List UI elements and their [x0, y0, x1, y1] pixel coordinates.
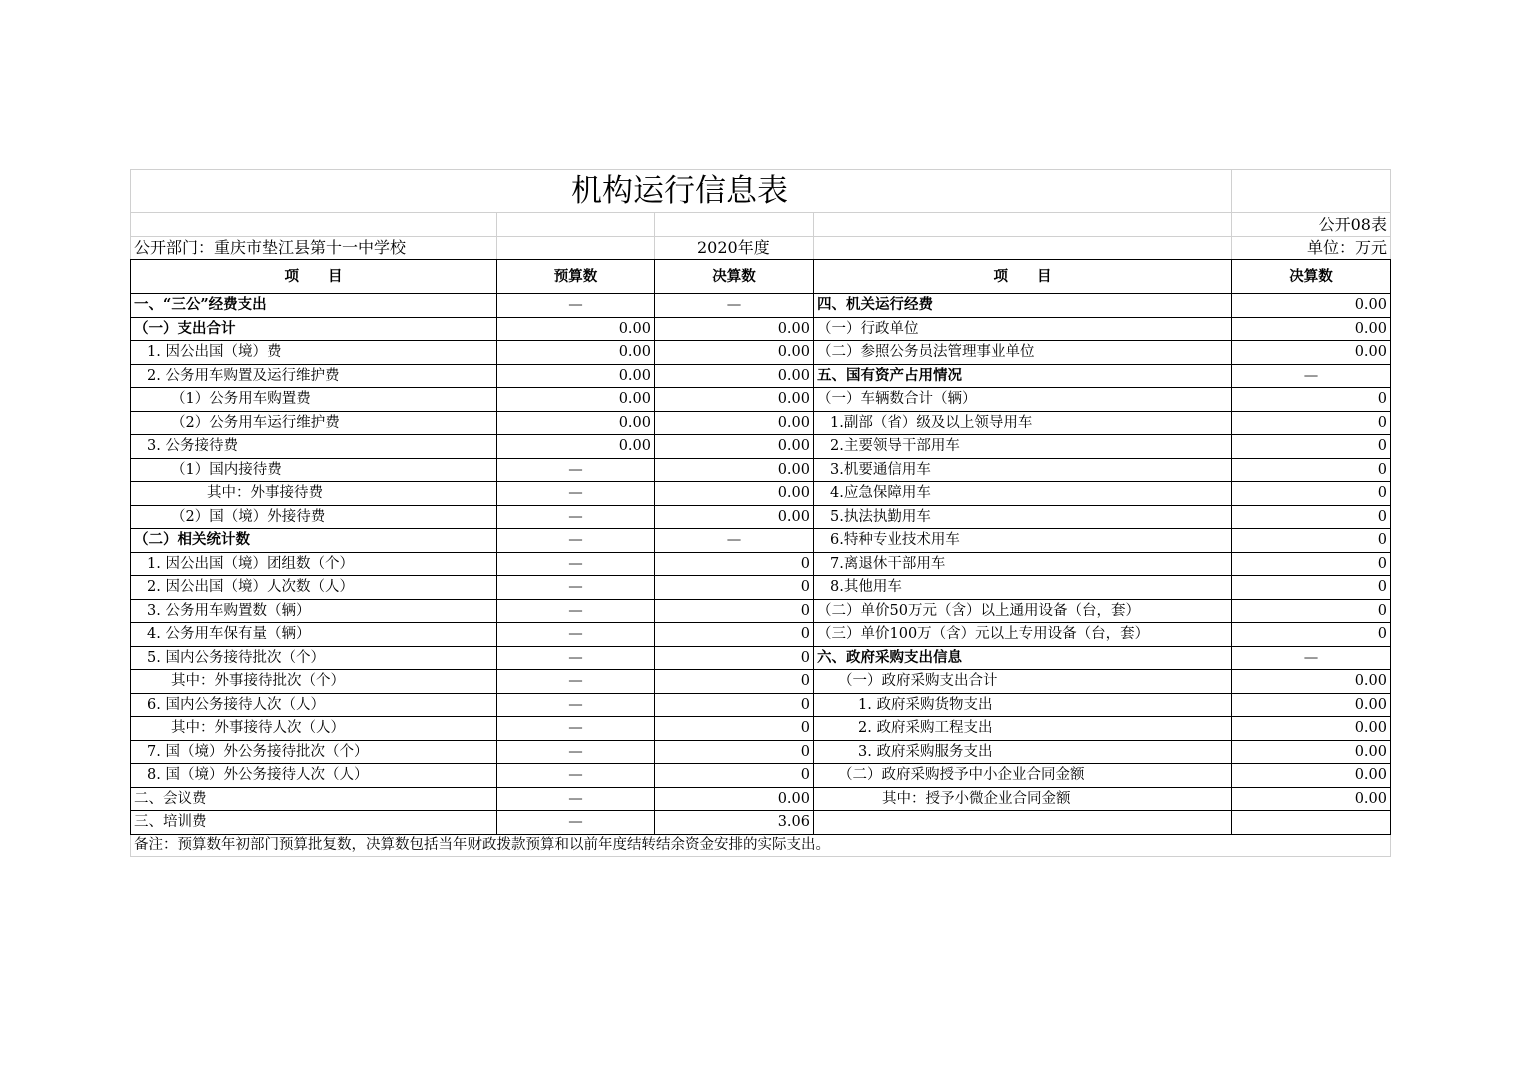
row-final-value: 0: [655, 646, 814, 670]
row-item-left: 5. 国内公务接待批次（个）: [131, 646, 497, 670]
row-item-right: 7.离退休干部用车: [814, 552, 1232, 576]
table-row: [131, 341, 1391, 365]
row-item-left: （2）公务用车运行维护费: [131, 411, 497, 435]
table-row: [131, 811, 1391, 835]
page-title: 机构运行信息表: [131, 170, 1232, 213]
row-final-right-value: 0.00: [1232, 693, 1391, 717]
table-row: [131, 482, 1391, 506]
table-row: [131, 505, 1391, 529]
row-final-value: 0.00: [655, 482, 814, 506]
row-final-value: —: [655, 294, 814, 318]
row-item-left: 二、会议费: [131, 787, 497, 811]
row-final-value: 0: [655, 576, 814, 600]
row-final-value: 0: [655, 740, 814, 764]
year-label: 2020年度: [655, 237, 814, 260]
blank-cell: [497, 237, 655, 260]
row-final-right-value: 0: [1232, 388, 1391, 412]
row-final-right-value: [1232, 811, 1391, 835]
row-final-value: 0: [655, 599, 814, 623]
row-item-left: 3. 公务接待费: [131, 435, 497, 459]
row-final-right-value: 0: [1232, 623, 1391, 647]
row-final-value: 0.00: [655, 505, 814, 529]
row-budget-value: 0.00: [497, 411, 655, 435]
row-item-left: （1）国内接待费: [131, 458, 497, 482]
row-item-right: 6.特种专业技术用车: [814, 529, 1232, 553]
row-budget-value: —: [497, 623, 655, 647]
row-final-value: 0.00: [655, 458, 814, 482]
row-final-right-value: 0.00: [1232, 294, 1391, 318]
department-label: 公开部门：重庆市垫江县第十一中学校: [131, 237, 497, 260]
row-final-value: 0.00: [655, 317, 814, 341]
row-item-left: 2. 因公出国（境）人次数（人）: [131, 576, 497, 600]
row-final-value: 0: [655, 717, 814, 741]
row-item-right: 五、国有资产占用情况: [814, 364, 1232, 388]
row-item-right: （一）政府采购支出合计: [814, 670, 1232, 694]
row-budget-value: —: [497, 717, 655, 741]
table-row: [131, 599, 1391, 623]
row-item-right: 3.机要通信用车: [814, 458, 1232, 482]
footnote: 备注：预算数年初部门预算批复数，决算数包括当年财政拨款预算和以前年度结转结余资金安排的实际支出。: [131, 834, 1391, 856]
row-final-right-value: 0: [1232, 529, 1391, 553]
row-final-right-value: 0: [1232, 599, 1391, 623]
header-item-right: 项 目: [814, 260, 1232, 294]
row-item-right: 1. 政府采购货物支出: [814, 693, 1232, 717]
row-item-left: 2. 公务用车购置及运行维护费: [131, 364, 497, 388]
row-item-left: 7. 国（境）外公务接待批次（个）: [131, 740, 497, 764]
row-budget-value: 0.00: [497, 317, 655, 341]
row-item-right: （三）单价100万（含）元以上专用设备（台，套）: [814, 623, 1232, 647]
row-final-right-value: 0: [1232, 552, 1391, 576]
row-final-right-value: 0.00: [1232, 740, 1391, 764]
row-item-left: 6. 国内公务接待人次（人）: [131, 693, 497, 717]
row-item-left: （1）公务用车购置费: [131, 388, 497, 412]
row-item-left: 其中：外事接待费: [131, 482, 497, 506]
row-final-right-value: 0.00: [1232, 717, 1391, 741]
row-budget-value: 0.00: [497, 435, 655, 459]
row-final-right-value: 0: [1232, 505, 1391, 529]
row-budget-value: 0.00: [497, 341, 655, 365]
row-item-right: 4.应急保障用车: [814, 482, 1232, 506]
row-final-right-value: —: [1232, 646, 1391, 670]
row-final-value: 0: [655, 552, 814, 576]
row-item-right: 3. 政府采购服务支出: [814, 740, 1232, 764]
row-budget-value: —: [497, 529, 655, 553]
row-budget-value: —: [497, 811, 655, 835]
table-row: [131, 388, 1391, 412]
table-row: [131, 670, 1391, 694]
row-item-right: 8.其他用车: [814, 576, 1232, 600]
unit-label: 单位：万元: [1232, 237, 1391, 260]
row-item-right: （二）单价50万元（含）以上通用设备（台，套）: [814, 599, 1232, 623]
row-item-right: （一）车辆数合计（辆）: [814, 388, 1232, 412]
row-final-right-value: 0.00: [1232, 764, 1391, 788]
row-item-right: （二）政府采购授予中小企业合同金额: [814, 764, 1232, 788]
row-item-right: （一）行政单位: [814, 317, 1232, 341]
row-budget-value: 0.00: [497, 388, 655, 412]
info-sheet: [130, 169, 1390, 857]
table-row: [131, 623, 1391, 647]
table-row: [131, 364, 1391, 388]
row-budget-value: —: [497, 505, 655, 529]
row-final-value: 0: [655, 670, 814, 694]
blank-cell: [814, 237, 1232, 260]
row-budget-value: 0.00: [497, 364, 655, 388]
table-row: [131, 458, 1391, 482]
row-final-value: 0.00: [655, 787, 814, 811]
row-budget-value: —: [497, 599, 655, 623]
row-item-right: 四、机关运行经费: [814, 294, 1232, 318]
table-row: [131, 576, 1391, 600]
header-item: 项 目: [131, 260, 497, 294]
row-final-right-value: 0.00: [1232, 317, 1391, 341]
row-final-value: 0.00: [655, 364, 814, 388]
row-budget-value: —: [497, 646, 655, 670]
row-final-right-value: 0.00: [1232, 787, 1391, 811]
row-item-left: 一、“三公”经费支出: [131, 294, 497, 318]
row-final-value: —: [655, 529, 814, 553]
table-row: [131, 552, 1391, 576]
info-table: [130, 169, 1391, 857]
row-item-right: 其中：授予小微企业合同金额: [814, 787, 1232, 811]
row-budget-value: —: [497, 576, 655, 600]
row-final-right-value: 0: [1232, 411, 1391, 435]
table-row: [131, 317, 1391, 341]
row-final-value: 0.00: [655, 411, 814, 435]
row-item-left: （2）国（境）外接待费: [131, 505, 497, 529]
row-budget-value: —: [497, 552, 655, 576]
row-budget-value: —: [497, 670, 655, 694]
blank-cell: [655, 213, 814, 237]
row-item-left: 三、培训费: [131, 811, 497, 835]
table-row: [131, 435, 1391, 459]
row-final-right-value: —: [1232, 364, 1391, 388]
row-budget-value: —: [497, 740, 655, 764]
row-budget-value: —: [497, 294, 655, 318]
table-row: [131, 529, 1391, 553]
header-final: 决算数: [655, 260, 814, 294]
row-item-right: [814, 811, 1232, 835]
row-final-right-value: 0.00: [1232, 670, 1391, 694]
table-row: [131, 717, 1391, 741]
row-item-right: 5.执法执勤用车: [814, 505, 1232, 529]
table-row: [131, 294, 1391, 318]
row-budget-value: —: [497, 764, 655, 788]
blank-cell: [814, 213, 1232, 237]
table-row: [131, 764, 1391, 788]
row-final-right-value: 0: [1232, 458, 1391, 482]
row-final-value: 0.00: [655, 341, 814, 365]
table-row: [131, 411, 1391, 435]
row-final-right-value: 0: [1232, 482, 1391, 506]
row-item-left: 4. 公务用车保有量（辆）: [131, 623, 497, 647]
row-item-left: 其中：外事接待人次（人）: [131, 717, 497, 741]
row-item-left: 8. 国（境）外公务接待人次（人）: [131, 764, 497, 788]
form-number: 公开08表: [1232, 213, 1391, 237]
row-final-value: 0: [655, 623, 814, 647]
row-item-left: 1. 因公出国（境）费: [131, 341, 497, 365]
row-budget-value: —: [497, 787, 655, 811]
header-final-right: 决算数: [1232, 260, 1391, 294]
row-final-right-value: 0: [1232, 435, 1391, 459]
table-row: [131, 740, 1391, 764]
row-final-value: 3.06: [655, 811, 814, 835]
row-item-right: 2.主要领导干部用车: [814, 435, 1232, 459]
row-final-right-value: 0.00: [1232, 341, 1391, 365]
row-budget-value: —: [497, 693, 655, 717]
blank-cell: [497, 213, 655, 237]
row-item-left: 1. 因公出国（境）团组数（个）: [131, 552, 497, 576]
table-row: [131, 693, 1391, 717]
row-item-left: （一）支出合计: [131, 317, 497, 341]
row-item-left: 其中：外事接待批次（个）: [131, 670, 497, 694]
table-row: [131, 646, 1391, 670]
row-final-right-value: 0: [1232, 576, 1391, 600]
row-final-value: 0: [655, 693, 814, 717]
row-item-right: 2. 政府采购工程支出: [814, 717, 1232, 741]
table-row: [131, 787, 1391, 811]
row-budget-value: —: [497, 458, 655, 482]
row-final-value: 0: [655, 764, 814, 788]
row-final-value: 0.00: [655, 388, 814, 412]
row-item-right: 1.副部（省）级及以上领导用车: [814, 411, 1232, 435]
row-item-right: （二）参照公务员法管理事业单位: [814, 341, 1232, 365]
title-blank-cell: [1232, 170, 1391, 213]
row-final-value: 0.00: [655, 435, 814, 459]
row-item-left: （二）相关统计数: [131, 529, 497, 553]
row-item-left: 3. 公务用车购置数（辆）: [131, 599, 497, 623]
header-row: [131, 260, 1391, 294]
blank-cell: [131, 213, 497, 237]
row-budget-value: —: [497, 482, 655, 506]
header-budget: 预算数: [497, 260, 655, 294]
row-item-right: 六、政府采购支出信息: [814, 646, 1232, 670]
